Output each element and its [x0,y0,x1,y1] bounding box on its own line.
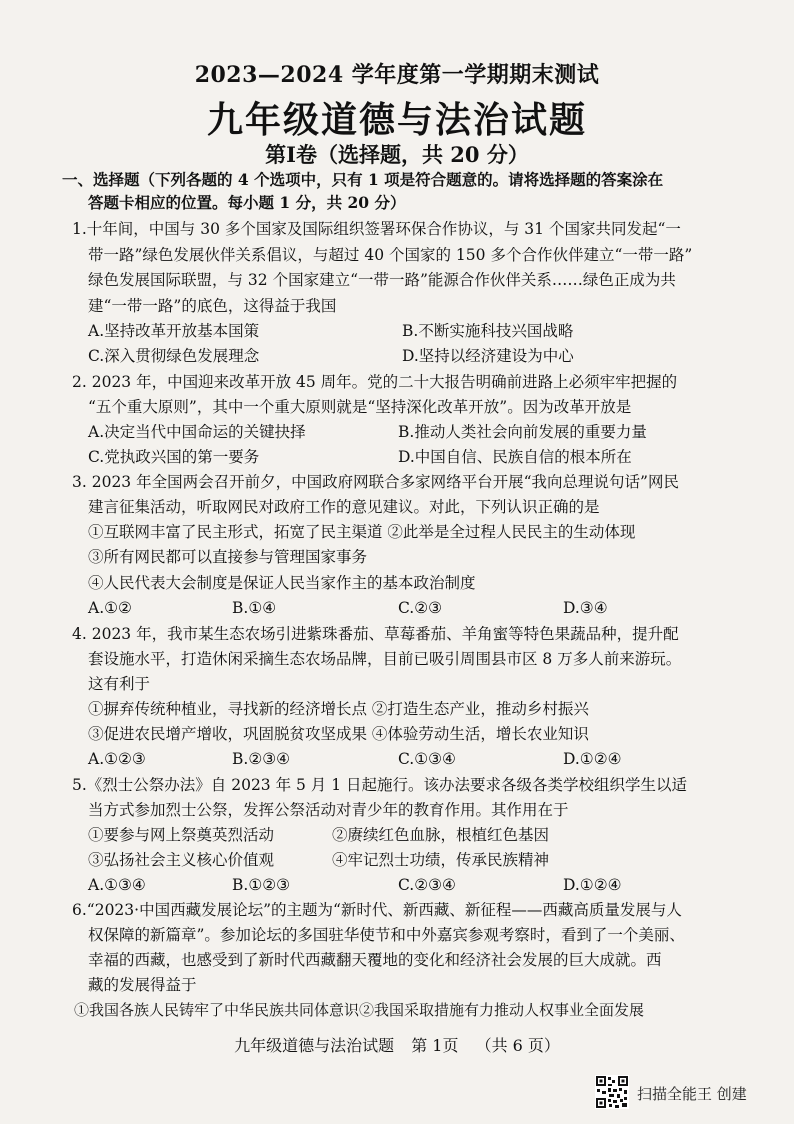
footer-page-number: 第 1页 [411,1036,459,1055]
question-1-option-d: D.坚持以经济建设为中心 [402,347,574,365]
question-5-option-b: B.①②③ [232,876,291,894]
question-4-option-b: B.②③④ [232,750,291,768]
scanner-watermark [595,1075,785,1111]
page-footer [0,1033,794,1056]
question-1-line2: 带一路”绿色发展伙伴关系倡议，与超过 40 个国家的 150 多个合作伙伴建立“一带一路” [88,246,693,264]
question-3-line2: 建言征集活动，听取网民对政府工作的意见建议。对此，下列认识正确的是 [88,498,600,516]
question-6-statements-1-2: ①我国各族人民铸牢了中华民族共同体意识②我国采取措施有力推动人权事业全面发展 [74,1001,645,1019]
question-2-option-c: C.党执政兴国的第一要务 [88,448,260,466]
question-4-statements-1-2: ①摒弃传统种植业，寻找新的经济增长点 ②打造生态产业，推动乡村振兴 [88,700,589,718]
exam-part-title: 第Ⅰ卷（选择题，共 20 分） [265,142,529,167]
question-3-option-d: D.③④ [563,599,608,617]
question-4-option-a: A.①②③ [88,750,146,768]
question-5-statement-3: ③弘扬社会主义核心价值观 [88,851,275,869]
scanner-watermark-text: 扫描全能王 创建 [637,1085,747,1103]
question-1-line4: 建“一带一路”的底色，这得益于我国 [88,297,337,315]
question-3-statement-4: ④人民代表大会制度是保证人民当家作主的基本政治制度 [88,574,476,592]
question-2-line1: 2. 2023 年，中国迎来改革开放 45 周年。党的二十大报告明确前进路上必须牢牢把握的 [72,373,678,391]
exam-subject-title: 九年级道德与法治试题 [206,99,587,141]
question-1-line3: 绿色发展国际联盟，与 32 个国家建立“一带一路”能源合作伙伴关系……绿色正成为共 [88,271,676,289]
section-instructions-line1: 一、选择题（下列各题的 4 个选项中，只有 1 项是符合题意的。请将选择题的答案涂在 [62,170,664,189]
question-3-statement-3: ③所有网民都可以直接参与管理国家事务 [88,548,368,566]
question-4-option-d: D.①②④ [563,750,622,768]
question-1-option-b: B.不断实施科技兴国战略 [402,322,574,340]
question-4-line2: 套设施水平，打造休闲采摘生态农场品牌，目前已吸引周围县市区 8 万多人前来游玩。 [88,650,682,668]
question-3-line1: 3. 2023 年全国两会召开前夕，中国政府网联合多家网络平台开展“我向总理说句话”网民 [72,473,679,491]
question-5-option-d: D.①②④ [563,876,622,894]
question-5-statement-1: ①要参与网上祭奠英烈活动 [88,826,275,844]
question-5-line2: 当方式参加烈士公祭，发挥公祭活动对青少年的教育作用。其作用在于 [88,801,569,819]
exam-term-title: 2023—2024 学年度第一学期期末测试 [194,62,600,88]
question-5-statement-2: ②赓续红色血脉，根植红色基因 [332,826,550,844]
question-3-option-b: B.①④ [232,599,277,617]
question-5-statement-4: ④牢记烈士功绩，传承民族精神 [332,851,550,869]
question-2-line2: “五个重大原则”，其中一个重大原则就是“坚持深化改革开放”。因为改革开放是 [88,398,632,416]
question-3-option-c: C.②③ [398,599,443,617]
question-1-option-c: C.深入贯彻绿色发展理念 [88,347,260,365]
question-4-line1: 4. 2023 年，我市某生态农场引进紫珠番茄、草莓番茄、羊角蜜等特色果蔬品种，提升配 [72,625,679,643]
question-6-line1: 6.“2023·中国西藏发展论坛”的主题为“新时代、新西藏、新征程——西藏高质量发展与人 [72,901,682,919]
question-2-option-b: B.推动人类社会向前发展的重要力量 [398,423,647,441]
question-1-line1: 1.十年间，中国与 30 多个国家及国际组织签署环保合作协议，与 31 个国家共同发起“一 [72,220,681,238]
section-instructions-line2: 答题卡相应的位置。每小题 1 分，共 20 分） [88,193,406,212]
question-3-option-a: A.①② [88,599,132,617]
question-2-option-d: D.中国自信、民族自信的根本所在 [398,448,632,466]
question-4-statements-3-4: ③促进农民增产增收，巩固脱贫攻坚成果 ④体验劳动生活，增长农业知识 [88,725,589,743]
question-4-option-c: C.①③④ [398,750,456,768]
question-4-line3: 这有利于 [88,675,151,693]
question-3-statements-1-2: ①互联网丰富了民主形式，拓宽了民主渠道 ②此举是全过程人民民主的生动体现 [88,523,636,541]
footer-subject: 九年级道德与法治试题 [234,1036,395,1055]
question-5-option-c: C.②③④ [398,876,456,894]
qr-code-icon [595,1075,629,1109]
question-2-option-a: A.决定当代中国命运的关键抉择 [88,423,306,441]
question-1-option-a: A.坚持改革开放基本国策 [88,322,260,340]
question-6-line3: 幸福的西藏，也感受到了新时代西藏翻天覆地的变化和经济社会发展的巨大成就。西 [88,951,662,969]
question-6-line4: 藏的发展得益于 [88,976,197,994]
question-5-option-a: A.①③④ [88,876,146,894]
footer-total-pages: （共 6 页） [475,1036,560,1055]
question-5-line1: 5.《烈士公祭办法》自 2023 年 5 月 1 日起施行。该办法要求各级各类学校组织学生以适 [72,776,688,794]
question-6-line2: 权保障的新篇章”。参加论坛的多国驻华使节和中外嘉宾参观考察时，看到了一个美丽、 [88,926,685,944]
